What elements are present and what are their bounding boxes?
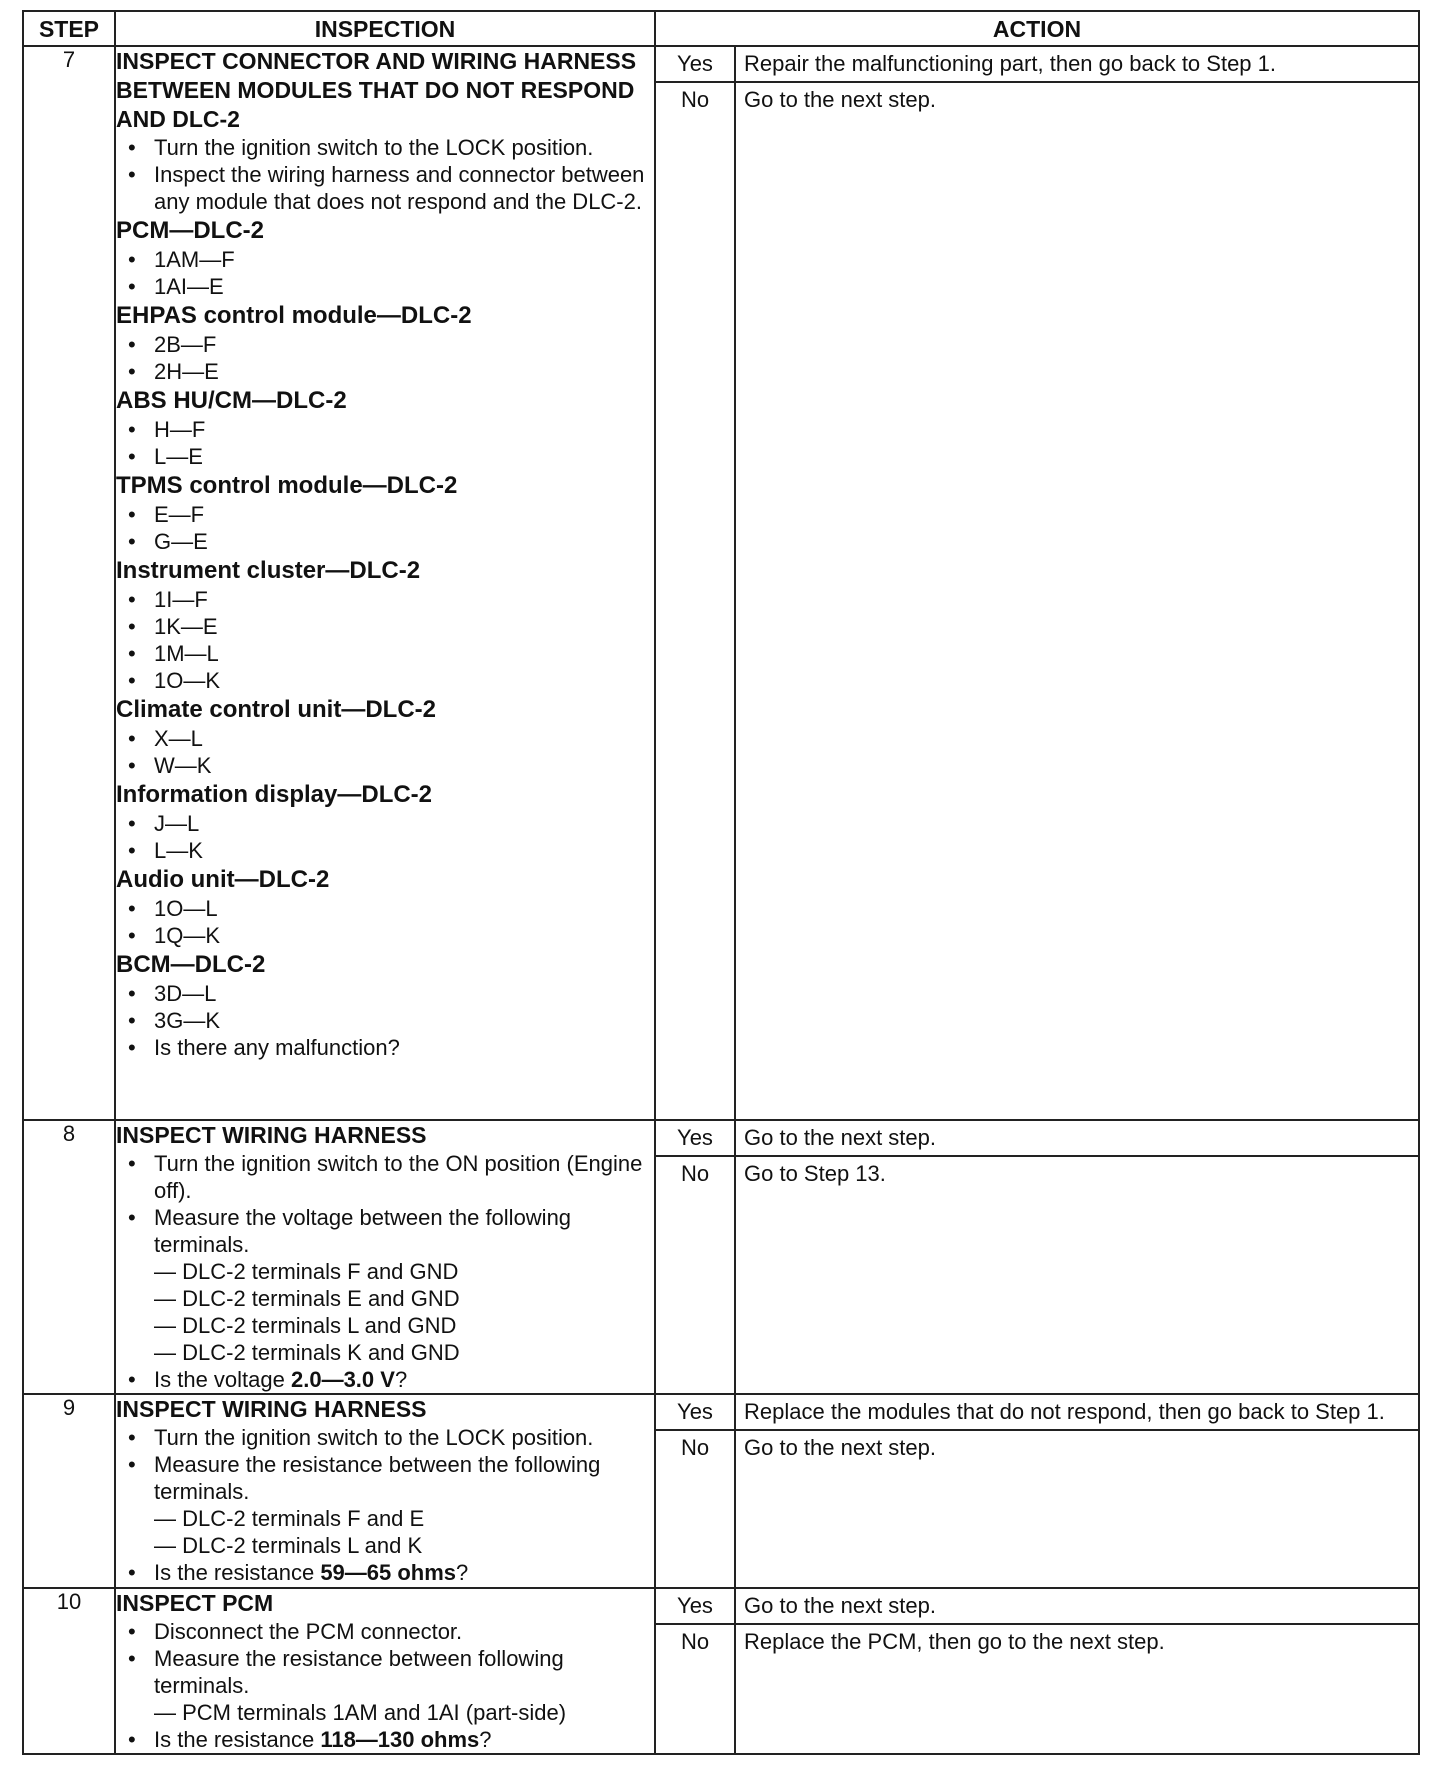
terminal-item: • 2B—F <box>116 331 654 358</box>
step-list <box>116 1424 654 1505</box>
terminal-line: — DLC-2 terminals L and K <box>154 1533 423 1558</box>
terminal-line: — DLC-2 terminals L and GND <box>154 1313 457 1338</box>
group-heading: TPMS control module—DLC-2 <box>116 472 458 499</box>
diagnostic-table <box>22 10 1420 1755</box>
terminal-line: — DLC-2 terminals F and E <box>154 1506 425 1531</box>
action-cell <box>655 1588 1419 1754</box>
step-number: 8 <box>23 1120 115 1394</box>
group-heading: BCM—DLC-2 <box>116 951 266 978</box>
step-9-row <box>23 1394 1419 1588</box>
yes-action: Go to the next step. <box>744 1593 937 1618</box>
question-item: • Is there any malfunction? <box>116 1034 654 1061</box>
question-end: ? <box>479 1727 492 1752</box>
question-text: Is the voltage <box>154 1367 291 1392</box>
terminal-item: • 1O—L <box>116 895 654 922</box>
step-list <box>116 1618 654 1699</box>
yes-no-block <box>656 47 1418 1119</box>
yes-label: Yes <box>656 1121 736 1155</box>
bullet-item: • Turn the ignition switch to the ON position (Engine off). <box>116 1150 654 1204</box>
terminal-item: • L—K <box>116 837 654 864</box>
terminal-item: • L—E <box>116 443 654 470</box>
bullet-item: • Inspect the wiring harness and connector between any module that does not respond and the DLC-2. <box>116 161 654 215</box>
no-label: No <box>656 1431 736 1587</box>
step-list <box>116 1150 654 1258</box>
header-action: ACTION <box>655 11 1419 46</box>
group-list <box>116 810 654 864</box>
no-label: No <box>656 1157 736 1393</box>
step-10-row <box>23 1588 1419 1754</box>
spec-value: 118—130 ohms <box>320 1727 480 1752</box>
inspection-title: INSPECT PCM <box>116 1590 274 1616</box>
group-list <box>116 586 654 694</box>
step-number: 9 <box>23 1394 115 1588</box>
yes-row <box>656 1589 1418 1625</box>
terminal-item: • 1M—L <box>116 640 654 667</box>
step-8-row <box>23 1120 1419 1394</box>
yes-row <box>656 47 1418 83</box>
group-heading: EHPAS control module—DLC-2 <box>116 302 472 329</box>
yes-no-block <box>656 1121 1418 1393</box>
question-list <box>116 1366 654 1393</box>
yes-action: Replace the modules that do not respond, then go back to Step 1. <box>744 1399 1385 1424</box>
yes-action: Repair the malfunctioning part, then go back to Step 1. <box>744 51 1276 76</box>
inspection-title: INSPECT WIRING HARNESS <box>116 1122 427 1148</box>
step-number: 10 <box>23 1588 115 1754</box>
terminal-line: — DLC-2 terminals K and GND <box>154 1340 460 1365</box>
yes-row <box>656 1395 1418 1431</box>
group-list <box>116 980 654 1061</box>
bullet-item: • Disconnect the PCM connector. <box>116 1618 654 1645</box>
question-list <box>116 1559 654 1586</box>
no-action: Replace the PCM, then go to the next step. <box>744 1629 1165 1654</box>
group-list <box>116 331 654 385</box>
no-label: No <box>656 83 736 1119</box>
terminal-line: — PCM terminals 1AM and 1AI (part-side) <box>154 1700 567 1725</box>
terminal-line: — DLC-2 terminals E and GND <box>154 1286 460 1311</box>
bullet-item: • Turn the ignition switch to the LOCK position. <box>116 134 654 161</box>
group-heading: Climate control unit—DLC-2 <box>116 696 437 723</box>
no-action: Go to the next step. <box>744 87 937 112</box>
yes-label: Yes <box>656 1395 736 1429</box>
terminal-item: • H—F <box>116 416 654 443</box>
question-list <box>116 1726 654 1753</box>
no-action: Go to the next step. <box>744 1435 937 1460</box>
no-row <box>656 1157 1418 1393</box>
no-row <box>656 83 1418 1119</box>
action-cell <box>655 46 1419 1120</box>
no-action: Go to Step 13. <box>744 1161 886 1186</box>
no-row <box>656 1431 1418 1587</box>
intro-list <box>116 134 654 215</box>
spec-value: 2.0—3.0 V <box>290 1367 395 1392</box>
group-list <box>116 725 654 779</box>
group-list <box>116 501 654 555</box>
step-number: 7 <box>23 46 115 1120</box>
inspection-cell <box>115 46 655 1120</box>
question-item <box>116 1366 654 1393</box>
terminal-item: • 1Q—K <box>116 922 654 949</box>
terminal-item: • 3G—K <box>116 1007 654 1034</box>
bullet-item: • Turn the ignition switch to the LOCK position. <box>116 1424 654 1451</box>
inspection-cell <box>115 1120 655 1394</box>
spec-value: 59—65 ohms <box>320 1560 457 1585</box>
yes-label: Yes <box>656 1589 736 1623</box>
question-end: ? <box>456 1560 469 1585</box>
bullet-item: • Measure the resistance between following terminals. <box>116 1645 654 1699</box>
terminal-item: • 1K—E <box>116 613 654 640</box>
terminal-item: • 1AI—E <box>116 273 654 300</box>
group-heading: Audio unit—DLC-2 <box>116 866 330 893</box>
terminal-item: • 1I—F <box>116 586 654 613</box>
action-cell <box>655 1394 1419 1588</box>
yes-label: Yes <box>656 47 736 81</box>
inspection-title: INSPECT CONNECTOR AND WIRING HARNESS BETWEEN MODULES THAT DO NOT RESPOND AND DLC-2 <box>116 48 637 132</box>
terminal-item: • 1AM—F <box>116 246 654 273</box>
question-text: Is the resistance <box>154 1727 321 1752</box>
terminal-line: — DLC-2 terminals F and GND <box>154 1259 459 1284</box>
terminal-item: • 3D—L <box>116 980 654 1007</box>
inspection-cell <box>115 1394 655 1588</box>
group-heading: ABS HU/CM—DLC-2 <box>116 387 347 414</box>
question-text: Is the resistance <box>154 1560 321 1585</box>
step-7-row <box>23 46 1419 1120</box>
question-item <box>116 1559 654 1586</box>
yes-no-block <box>656 1589 1418 1753</box>
terminal-item: • 1O—K <box>116 667 654 694</box>
yes-action: Go to the next step. <box>744 1125 937 1150</box>
no-label: No <box>656 1625 736 1753</box>
header-row <box>23 11 1419 46</box>
yes-row <box>656 1121 1418 1157</box>
terminal-item: • W—K <box>116 752 654 779</box>
bullet-item: • Measure the resistance between the following terminals. <box>116 1451 654 1505</box>
group-list <box>116 246 654 300</box>
terminal-item: • E—F <box>116 501 654 528</box>
terminal-item: • J—L <box>116 810 654 837</box>
action-cell <box>655 1120 1419 1394</box>
terminal-item: • G—E <box>116 528 654 555</box>
header-step: STEP <box>23 11 115 46</box>
group-list <box>116 416 654 470</box>
question-end: ? <box>394 1367 408 1392</box>
no-row <box>656 1625 1418 1753</box>
bullet-item: • Measure the voltage between the following terminals. <box>116 1204 654 1258</box>
inspection-title: INSPECT WIRING HARNESS <box>116 1396 427 1422</box>
group-heading: PCM—DLC-2 <box>116 217 264 244</box>
yes-no-block <box>656 1395 1418 1587</box>
header-inspection: INSPECTION <box>115 11 655 46</box>
group-heading: Instrument cluster—DLC-2 <box>116 557 421 584</box>
terminal-item: • 2H—E <box>116 358 654 385</box>
inspection-cell <box>115 1588 655 1754</box>
terminal-item: • X—L <box>116 725 654 752</box>
group-heading: Information display—DLC-2 <box>116 781 433 808</box>
question-item <box>116 1726 654 1753</box>
group-list <box>116 895 654 949</box>
